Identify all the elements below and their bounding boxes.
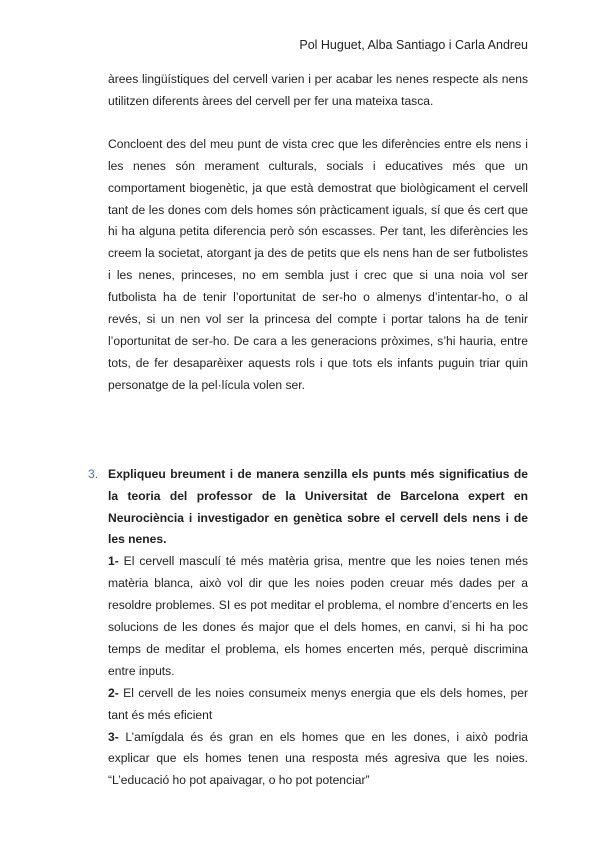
answer-label: 2-: [108, 685, 119, 700]
question-3: [88, 464, 528, 552]
answer-text: El cervell de les noies consumeix menys energia que els dels homes, per tant és més eficient: [108, 685, 528, 722]
answer-text: L’amígdala és és gran en els homes que en les dones, i això podria explicar que els homes tenen una resposta més agresiva que les noies. “L’educació ho pot apaivagar, o ho pot potenciar”: [108, 729, 528, 788]
answer-label: 1-: [108, 554, 119, 569]
answer-text: El cervell masculí té més matèria grisa, mentre que les noies tenen més matèria blanca, això vol dir que les noies poden creuar més dades per a resoldre problemes. SI es pot meditar el problema, el nombre d’encerts en les solucions de les dones és major que el dels homes, en canvi, si hi ha poc temps de meditar el problema, els homes encerten més, perquè discrimina entre inputs.: [108, 554, 528, 678]
paragraph-2: Concloent des del meu punt de vista crec que les diferències entre els nens i les nenes són merament culturals, socials i educatives més que un comportament biogenètic, ja que està demostrat que biològicament el cervell tant de les dones com dels homes són pràcticament iguals, sí que és cert que hi ha alguna petita diferencia però són escasses. Per tant, les diferències les creem la societat, atorgant ja des de petits que els nens han de ser futbolistes i les nenes, princeses, no em sembla just i crec que si una noia vol ser futbolista ha de tenir l’oportunitat de ser-ho o almenys d’intentar-ho, o al revés, si un nen vol ser la princesa del compte i portar talons ha de tenir l’oportunitat de ser-ho. De cara a les generacions pròximes, s’hi hauria, entre tots, de fer desaparèixer aquests rols i que tots els infants puguin triar quin personatge de la pel·lícula volen ser.: [108, 136, 528, 392]
page-header-authors: Pol Huguet, Alba Santiago i Carla Andreu: [299, 38, 528, 52]
document-body: [88, 69, 528, 792]
answer-item: [108, 727, 528, 793]
answer-item: [108, 551, 528, 682]
question-text: Expliqueu breument i de manera senzilla els punts més significatius de la teoria del professor de la Universitat de Barcelona expert en Neurociència i investigador en genètica sobre el cervell dels nens i de les nenes.: [108, 466, 528, 547]
answer-label: 3-: [108, 729, 119, 744]
question-number: 3.: [88, 466, 99, 481]
answer-item: [108, 683, 528, 727]
paragraph-1: àrees lingüístiques del cervell varien i per acabar les nenes respecte als nens utilitzen diferents àrees del cervell per fer una mateixa tasca.: [108, 72, 528, 108]
